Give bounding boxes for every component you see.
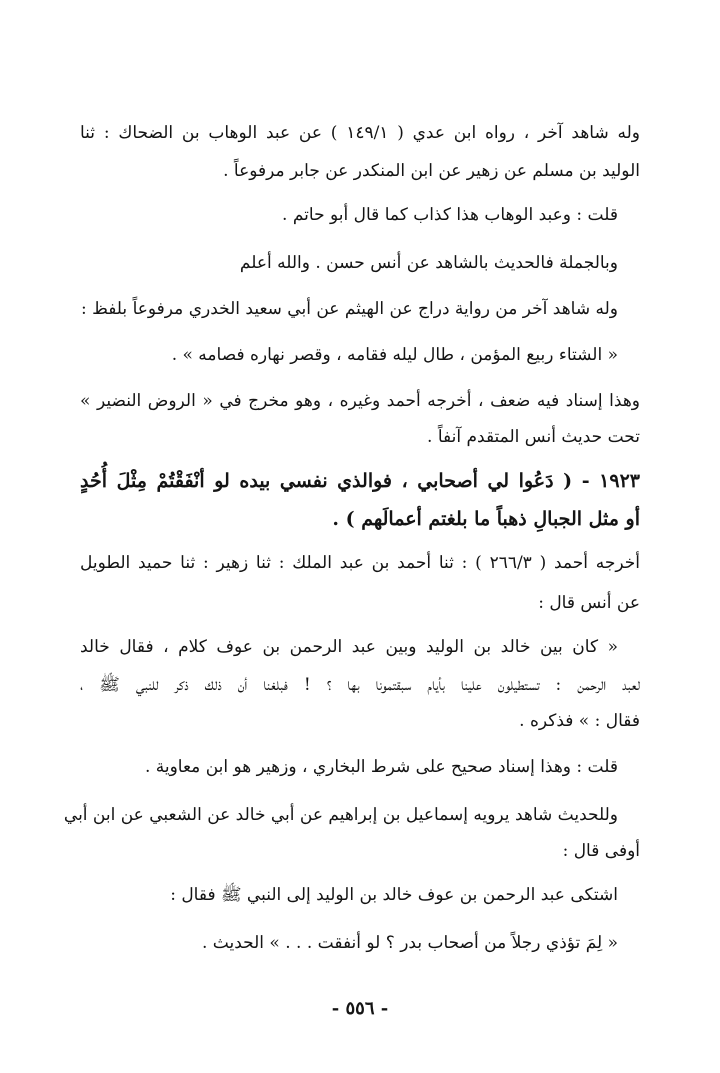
- text-line-17: وللحديث شاهد يرويه إسماعيل بن إبراهيم عن أبي خالد عن الشعبي عن ابن أبي: [63, 805, 618, 825]
- hadith-heading-line-2: أو مثل الجبالِ ذهباً ما بلغتم أعمالَهم ) .: [332, 508, 640, 530]
- text-line-14: لعبد الرحمن : تستطيلون علينا بأيام سبقتمونا بها ؟ ! فبلغنا أن ذلك ذكر للنبي ﷺ ،: [80, 675, 640, 695]
- text-line-7: وهذا إسناد فيه ضعف ، أخرجه أحمد وغيره ، وهو مخرج في « الروض النضير »: [80, 391, 640, 411]
- text-line-4: وبالجملة فالحديث بالشاهد عن أنس حسن . والله أعلم: [239, 253, 618, 273]
- text-line-16: قلت : وهذا إسناد صحيح على شرط البخاري ، وزهير هو ابن معاوية .: [144, 757, 618, 777]
- text-line-13: « كان بين خالد بن الوليد وبين عبد الرحمن بن عوف كلام ، فقال خالد: [80, 637, 618, 657]
- text-line-12: عن أنس قال :: [538, 593, 640, 613]
- page-number: - ٥٥٦ -: [331, 998, 389, 1019]
- text-line-19: اشتكى عبد الرحمن بن عوف خالد بن الوليد إلى النبي ﷺ فقال :: [170, 885, 618, 905]
- text-line-1: وله شاهد آخر ، رواه ابن عدي ( ١٤٩/١ ) عن عبد الوهاب بن الضحاك : ثنا: [80, 123, 640, 143]
- hadith-heading-line-1: ١٩٢٣ - ( دَعُوا لي أصحابي ، فوالذي نفسي بيده لو أنْفَقْتُمْ مِثْلَ أُحُدٍ: [80, 470, 640, 492]
- text-line-5: وله شاهد آخر من رواية دراج عن الهيثم عن أبي سعيد الخدري مرفوعاً بلفظ :: [80, 299, 618, 319]
- text-line-15: فقال : » فذكره .: [519, 711, 640, 731]
- text-line-11: أخرجه أحمد ( ٢٦٦/٣ ) : ثنا أحمد بن عبد الملك : ثنا زهير : ثنا حميد الطويل: [80, 553, 640, 573]
- text-line-6: « الشتاء ربيع المؤمن ، طال ليله فقامه ، وقصر نهاره فصامه » .: [171, 345, 618, 365]
- text-line-20: « لِمَ تؤذي رجلاً من أصحاب بدر ؟ لو أنفقت . . . » الحديث .: [201, 933, 618, 953]
- text-line-8: تحت حديث أنس المتقدم آنفاً .: [427, 427, 640, 447]
- text-line-18: أوفى قال :: [562, 841, 640, 861]
- text-line-2: الوليد بن مسلم عن زهير عن ابن المنكدر عن جابر مرفوعاً .: [223, 161, 640, 181]
- text-line-3: قلت : وعبد الوهاب هذا كذاب كما قال أبو حاتم .: [282, 205, 618, 225]
